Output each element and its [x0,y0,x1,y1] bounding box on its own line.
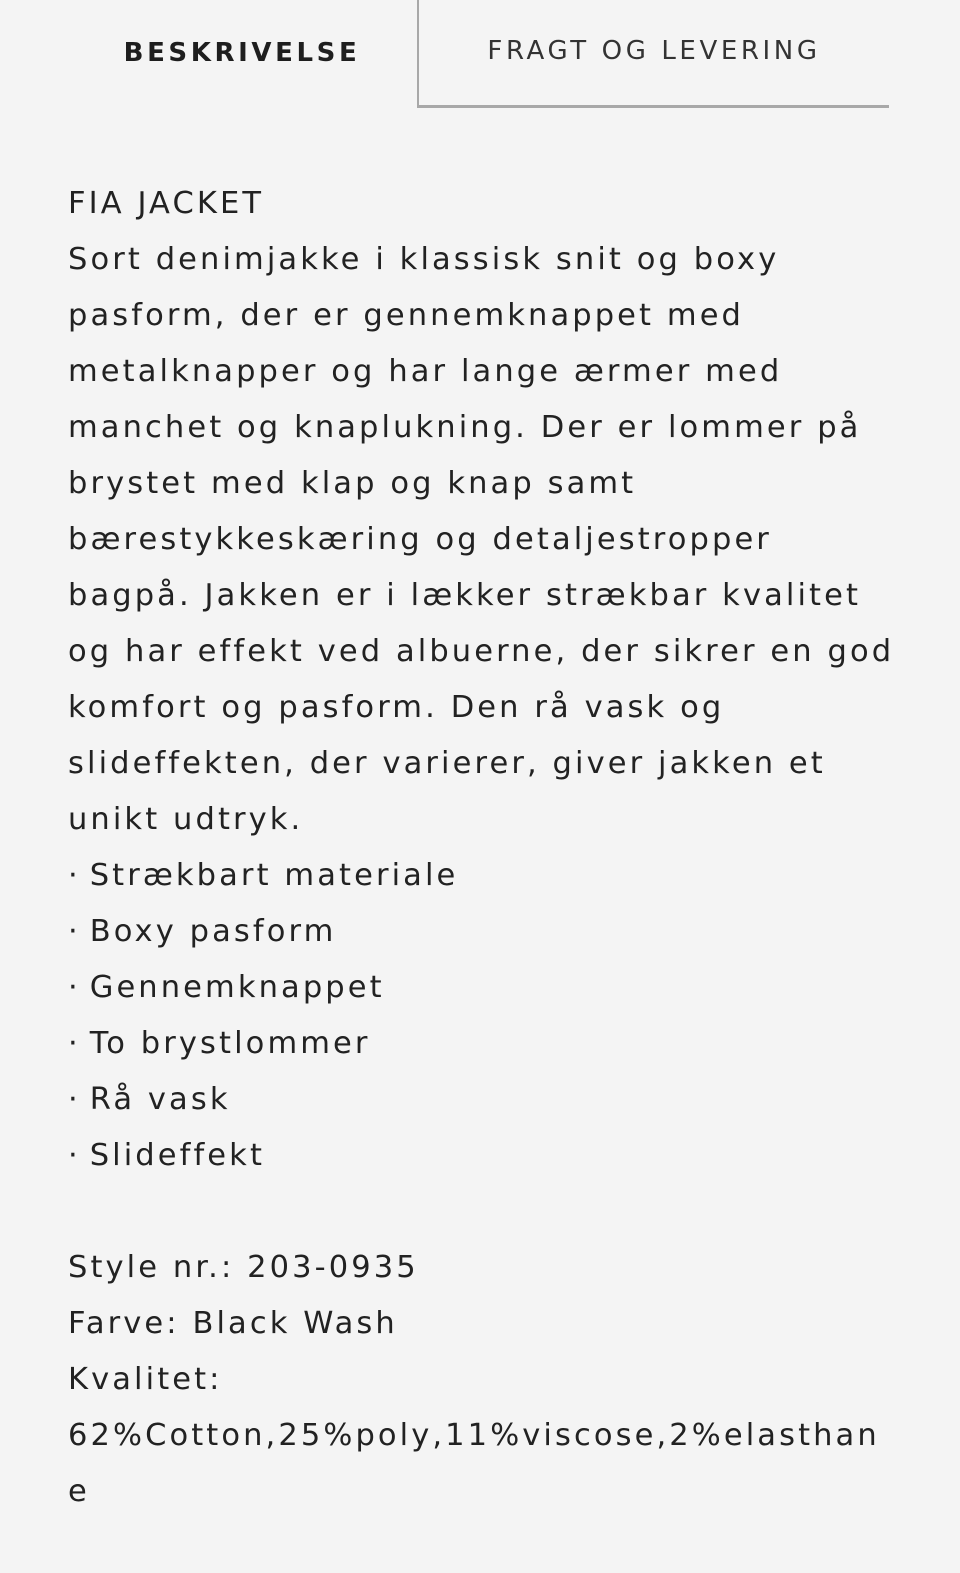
bullet-icon: · [68,914,78,949]
feature-item [68,1128,898,1184]
feature-text: Strækbart materiale [89,858,459,893]
bullet-icon: · [68,858,78,893]
quality-label: Kvalitet: [68,1362,223,1397]
feature-text: Slideffekt [89,1138,265,1173]
bullet-icon: · [68,1138,78,1173]
description-panel [68,176,898,1520]
feature-item [68,904,898,960]
feature-text: Gennemknappet [89,970,385,1005]
bullet-icon: · [68,970,78,1005]
style-number: Style nr.: 203-0935 [68,1250,419,1285]
section-spacer [68,1184,898,1240]
feature-item [68,960,898,1016]
product-name: FIA JACKET [68,186,265,221]
tab-shipping[interactable] [417,0,889,108]
tab-description-label: BESKRIVELSE [123,38,361,68]
feature-item [68,1016,898,1072]
feature-item [68,1072,898,1128]
bullet-icon: · [68,1026,78,1061]
color-info: Farve: Black Wash [68,1306,398,1341]
quality-value: 62%Cotton,25%poly,11%viscose,2%elasthane [68,1418,880,1509]
feature-list [68,848,898,1184]
bullet-icon: · [68,1082,78,1117]
product-description: Sort denimjakke i klassisk snit og boxy pasform, der er gennemknappet med metalknapper og har lange ærmer med manchet og knaplukning. Der er lommer på brystet med klap og knap samt bærestykkeskæring og detaljestropper bagpå. Jakken er i lækker strækbar kvalitet og har effekt ved albuerne, der sikrer en god komfort og pasform. Den rå vask og slideffekten, der varierer, giver jakken et unikt udtryk. [68,242,895,837]
tab-shipping-label: FRAGT OG LEVERING [487,35,821,66]
feature-item [68,848,898,904]
feature-text: Rå vask [89,1082,231,1117]
tab-description[interactable] [68,0,416,106]
feature-text: Boxy pasform [89,914,337,949]
feature-text: To brystlommer [89,1026,371,1061]
product-info-tabs [0,0,960,108]
